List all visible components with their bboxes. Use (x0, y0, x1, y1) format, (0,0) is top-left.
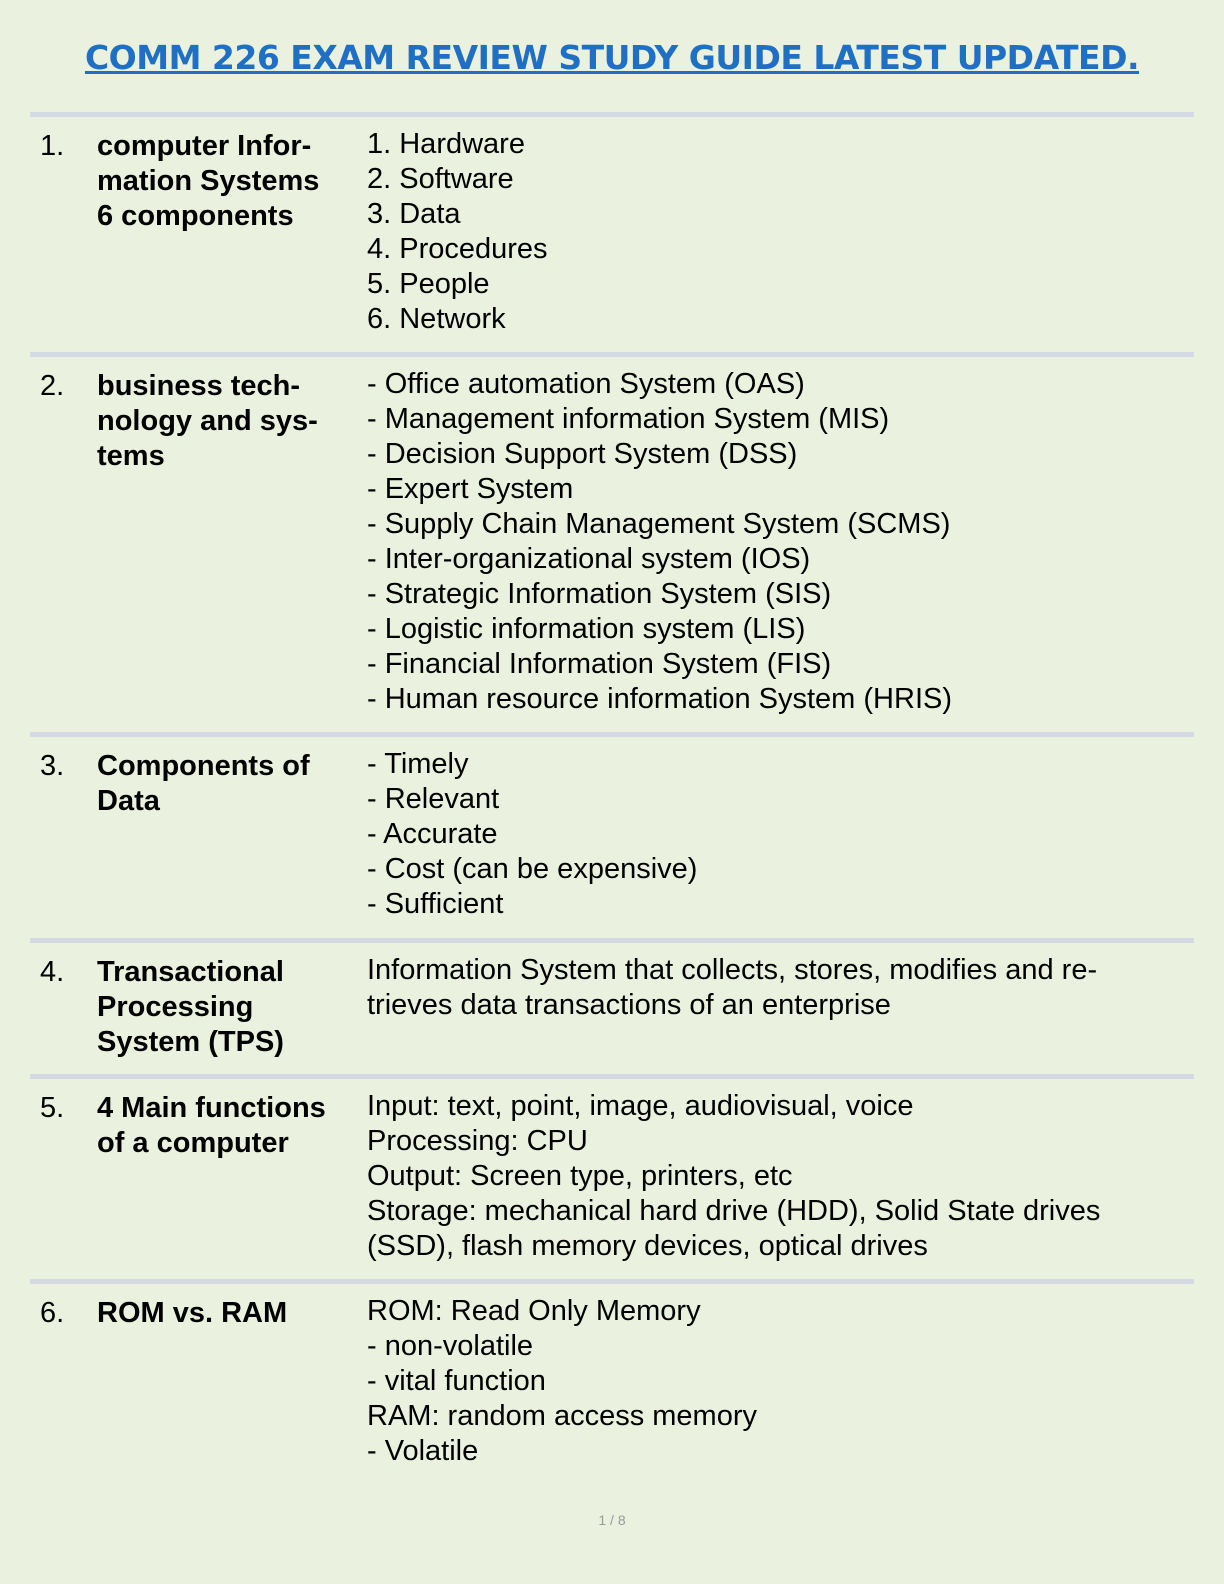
document-title: COMM 226 EXAM REVIEW STUDY GUIDE LATEST UPDATED. (84, 38, 1140, 77)
flashcard (30, 1279, 1194, 1486)
card-definition: ROM: Read Only Memory - non-volatile - vital function RAM: random access memory - Volatile (367, 1295, 757, 1467)
card-definition: Information System that collects, stores, modifies and re- trieves data transactions of an enterprise (367, 954, 1098, 1021)
flashcard (30, 938, 1194, 1074)
card-number: 2. (40, 370, 65, 402)
card-term: ROM vs. RAM (97, 1297, 288, 1329)
card-number: 1. (40, 130, 65, 162)
card-definition: - Timely - Relevant - Accurate - Cost (can be expensive) - Sufficient (367, 748, 698, 920)
card-number: 6. (40, 1297, 65, 1329)
card-number: 4. (40, 956, 65, 988)
card-definition: 1. Hardware 2. Software 3. Data 4. Procedures 5. People 6. Network (367, 128, 548, 335)
card-number: 5. (40, 1092, 65, 1124)
card-term: Transactional Processing System (TPS) (97, 956, 284, 1058)
card-term: computer Infor- mation Systems 6 components (97, 130, 320, 232)
flashcard (30, 352, 1194, 732)
flashcard (30, 1074, 1194, 1279)
flashcard-list (30, 112, 1194, 1486)
card-definition: Input: text, point, image, audiovisual, voice Processing: CPU Output: Screen type, printers, etc Storage: mechanical hard drive (HDD), Solid State drives (SSD), flash memory devices, optical drives (367, 1090, 1101, 1262)
card-definition: - Office automation System (OAS) - Management information System (MIS) - Decision Support System (DSS) - Expert System - Supply Chain Management System (SCMS) - Inter-organizational system (IOS) - Strategic Information System (SIS) - Logistic information system (LIS) - Financial Information System (FIS) - Human resource information System (HRIS) (367, 368, 952, 715)
card-number: 3. (40, 750, 65, 782)
flashcard (30, 112, 1194, 352)
card-term: business tech- nology and sys- tems (97, 370, 318, 472)
card-term: 4 Main functions of a computer (97, 1092, 326, 1159)
card-term: Components of Data (97, 750, 310, 817)
flashcard (30, 732, 1194, 938)
page-indicator: 1 / 8 (598, 1512, 626, 1528)
